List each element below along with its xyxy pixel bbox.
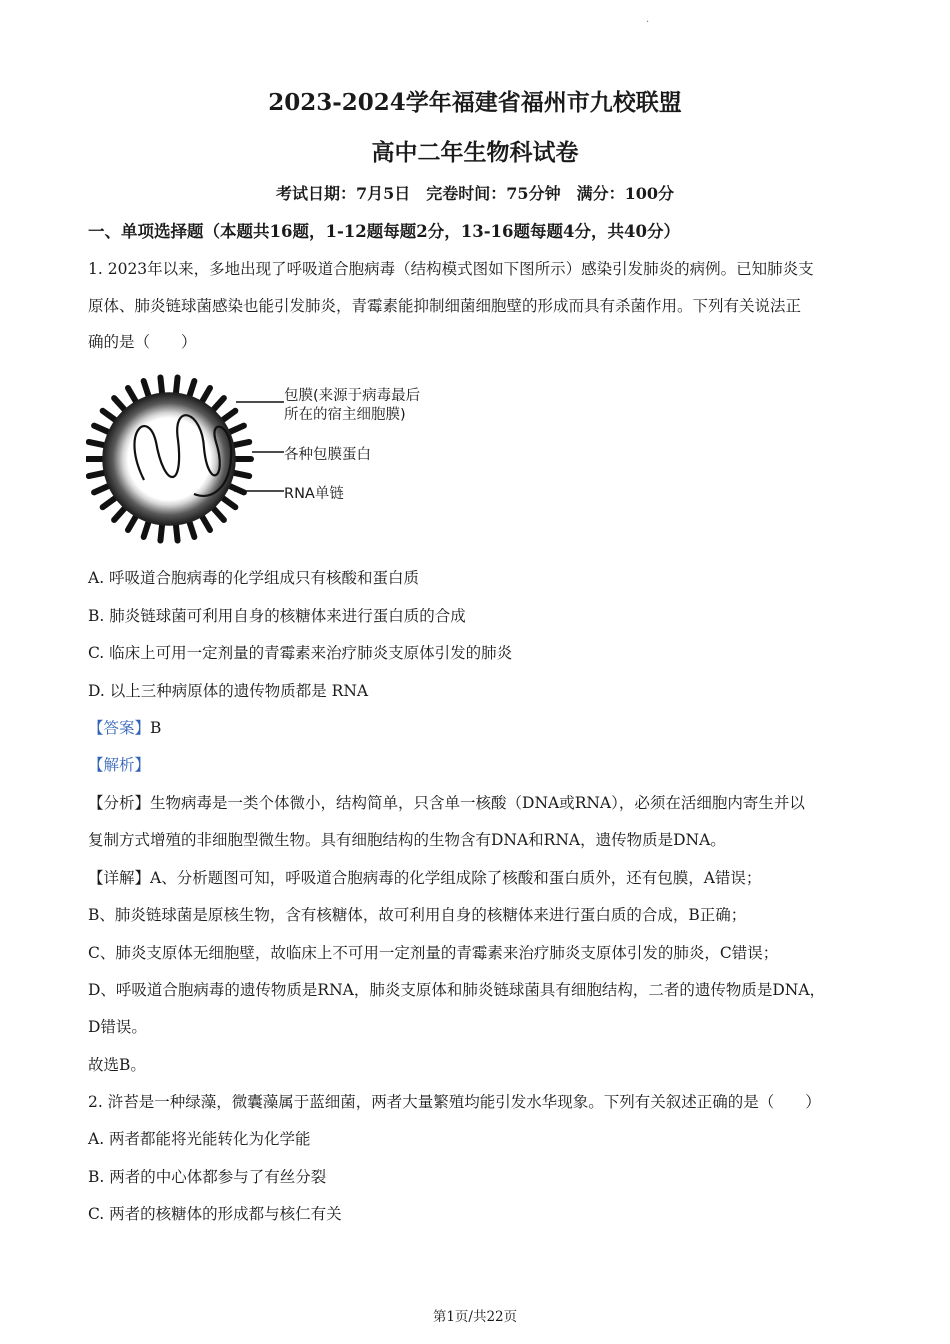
detail-line <box>88 866 761 888</box>
exam-title: 2023-2024学年福建省福州市九校联盟 <box>268 89 682 116</box>
label-proteins: 各种包膜蛋白 <box>284 447 371 463</box>
q2-stem: 2. 浒苔是一种绿藻，微囊藻属于蓝细菌，两者大量繁殖均能引发水华现象。下列有关叙述正确的是（ ） <box>88 1093 821 1111</box>
fenxi-text: 生物病毒是一类个体微小，结构简单，只含单一核酸（DNA或RNA），必须在活细胞内寄生并以 <box>150 794 805 812</box>
detail-line: D错误。 <box>88 1018 147 1036</box>
page-number: 第1页/共22页 <box>432 1309 518 1325</box>
q1-option: B. 肺炎链球菌可利用自身的核糖体来进行蛋白质的合成 <box>88 607 466 625</box>
q1-option: C. 临床上可用一定剂量的青霉素来治疗肺炎支原体引发的肺炎 <box>88 644 513 662</box>
envelope-membrane <box>103 393 235 525</box>
label-envelope-cont: 所在的宿主细胞膜) <box>284 407 406 423</box>
exam-info: 考试日期：7月5日 完卷时间：75分钟 满分：100分 <box>276 184 674 203</box>
label-rna: RNA单链 <box>284 486 344 502</box>
q1-option: A. 呼吸道合胞病毒的化学组成只有核酸和蛋白质 <box>88 569 420 587</box>
corner-mark: . <box>646 14 650 25</box>
xiangjie-tag: 【详解】 <box>88 869 151 887</box>
section-heading: 一、单项选择题（本题共16题，1-12题每题2分，13-16题每题4分，共40分） <box>88 222 680 241</box>
q1-stem-line: 1. 2023年以来，多地出现了呼吸道合胞病毒（结构模式图如下图所示）感染引发肺炎的病例。已知肺炎支 <box>88 260 814 278</box>
detail-line: D、呼吸道合胞病毒的遗传物质是RNA，肺炎支原体和肺炎链球菌具有细胞结构，二者的遗传物质是DNA， <box>88 981 826 999</box>
exam-subtitle: 高中二年生物科试卷 <box>371 139 579 166</box>
virus-structure-figure <box>86 362 466 558</box>
q1-stem-line: 原体、肺炎链球菌感染也能引发肺炎，青霉素能抑制细菌细胞壁的形成而具有杀菌作用。下列有关说法正 <box>88 297 802 315</box>
q2-option: C. 两者的核糖体的形成都与核仁有关 <box>88 1205 342 1223</box>
q1-stem-line: 确的是（ ） <box>88 333 197 351</box>
detail-line: C、肺炎支原体无细胞壁，故临床上不可用一定剂量的青霉素来治疗肺炎支原体引发的肺炎，C错误； <box>88 944 779 962</box>
detail-line: B、肺炎链球菌是原核生物，含有核糖体，故可利用自身的核糖体来进行蛋白质的合成，B正确； <box>88 906 747 924</box>
answer-value: B <box>150 719 162 737</box>
detail-line: 故选B。 <box>88 1056 146 1074</box>
fenxi-tag: 【分析】 <box>88 794 151 812</box>
xiangjie-text: A、分析题图可知，呼吸道合胞病毒的化学组成除了核酸和蛋白质外，还有包膜，A错误； <box>150 869 762 887</box>
analysis-line <box>88 791 805 813</box>
q1-option: D. 以上三种病原体的遗传物质都是 RNA <box>88 682 369 700</box>
q1-answer <box>88 716 161 738</box>
analysis-line: 复制方式增殖的非细胞型微生物。具有细胞结构的生物含有DNA和RNA，遗传物质是DNA。 <box>88 831 726 849</box>
q2-option: B. 两者的中心体都参与了有丝分裂 <box>88 1168 327 1186</box>
analysis-tag: 【解析】 <box>88 756 151 774</box>
q2-option: A. 两者都能将光能转化为化学能 <box>88 1130 311 1148</box>
answer-tag: 【答案】 <box>88 719 151 737</box>
label-envelope: 包膜(来源于病毒最后 <box>284 388 421 404</box>
